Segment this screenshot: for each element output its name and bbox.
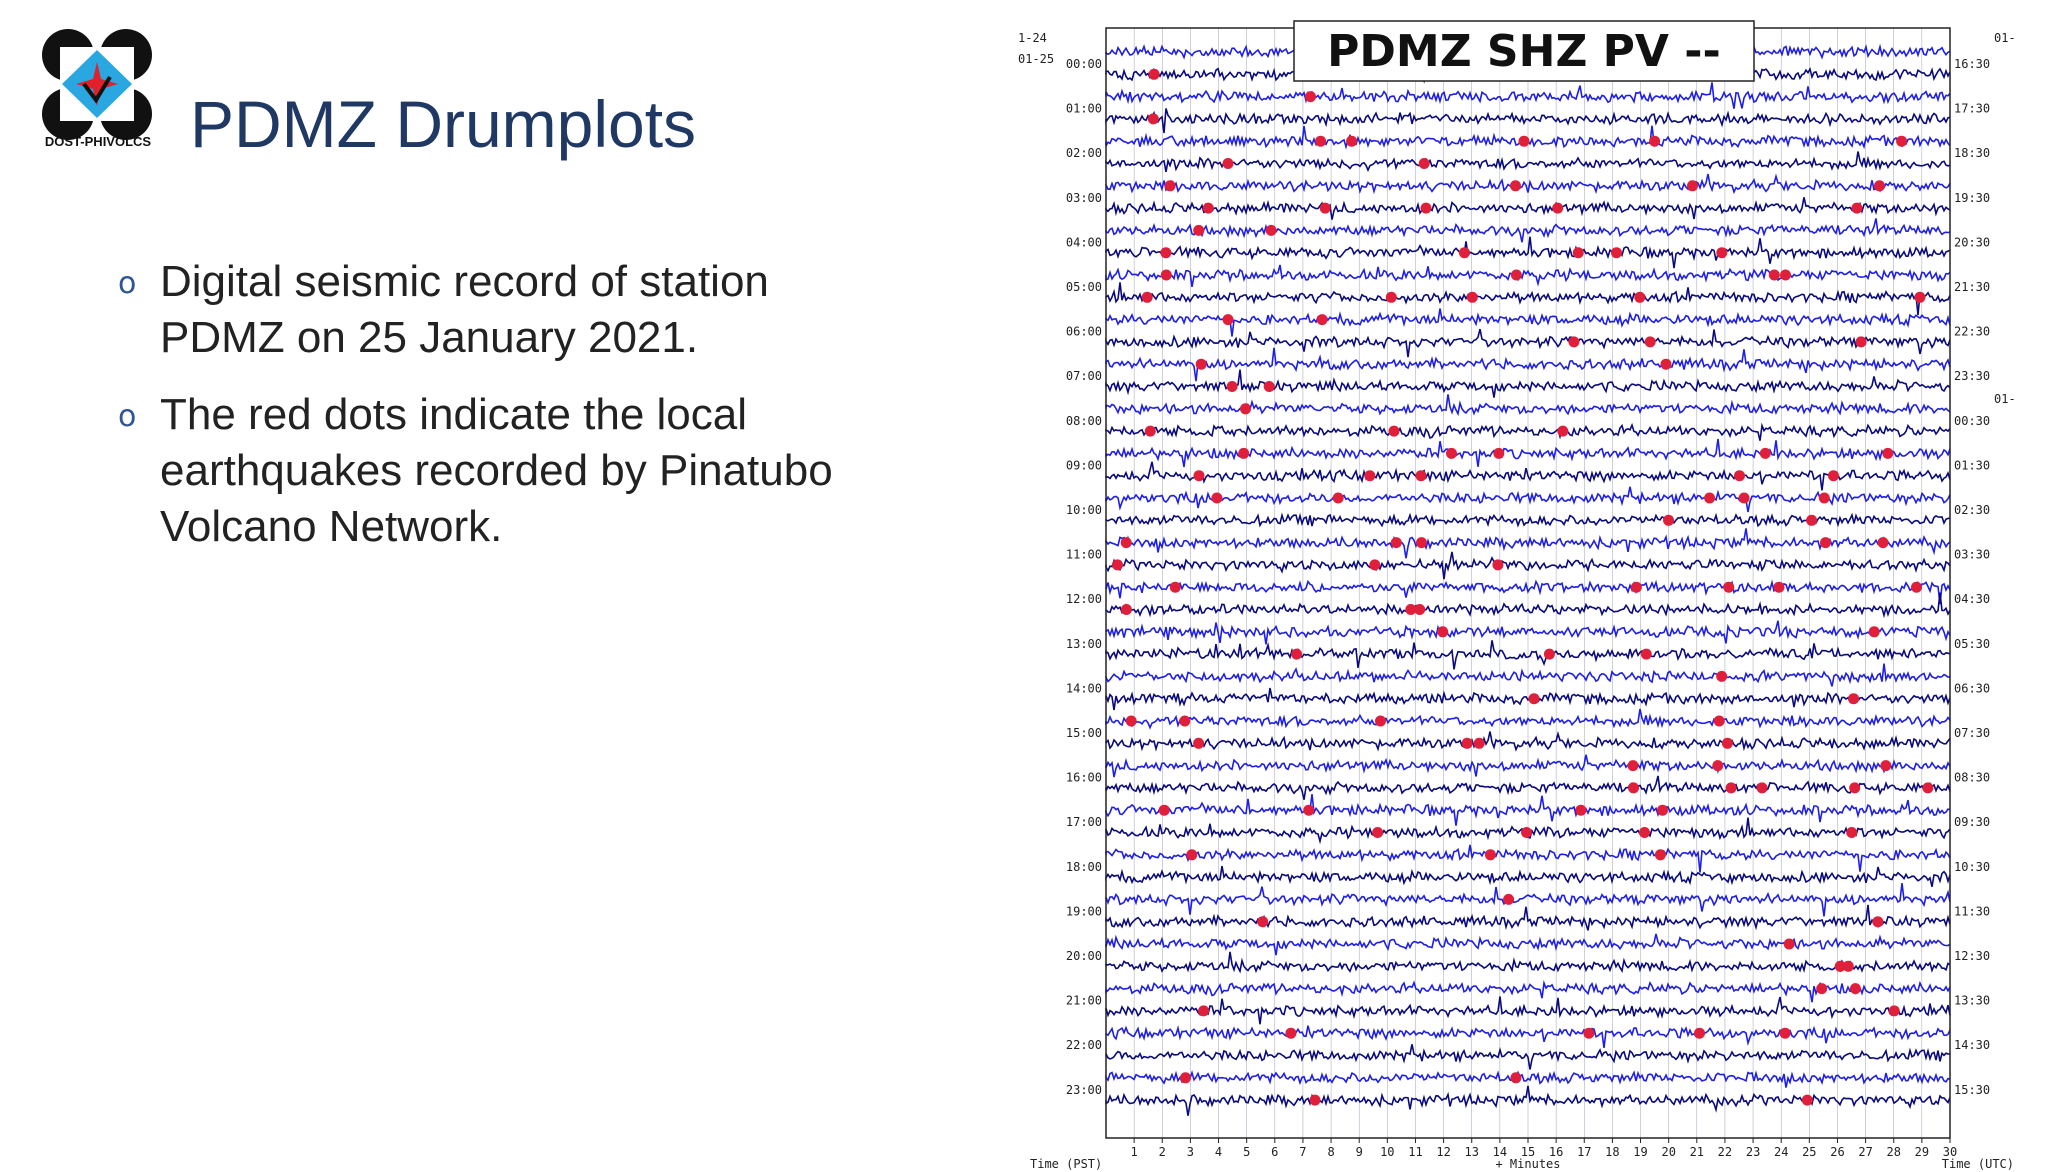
earthquake-event-dot — [1194, 470, 1205, 481]
minute-tick-label: 5 — [1243, 1145, 1251, 1159]
earthquake-event-dot — [1687, 180, 1698, 191]
minute-tick-label: 20 — [1661, 1145, 1676, 1159]
earthquake-event-dot — [1459, 247, 1470, 258]
earthquake-event-dot — [1416, 470, 1427, 481]
earthquake-event-dot — [1557, 426, 1568, 437]
right-time-label: 08:30 — [1954, 770, 1991, 785]
right-prev-date-label: 01- — [1994, 31, 2016, 45]
left-time-label: 17:00 — [1065, 815, 1102, 830]
earthquake-event-dot — [1784, 939, 1795, 950]
minute-tick-label: 25 — [1802, 1145, 1817, 1159]
earthquake-event-dot — [1723, 582, 1734, 593]
earthquake-event-dot — [1573, 247, 1584, 258]
earthquake-event-dot — [1544, 649, 1555, 660]
earthquake-event-dot — [1315, 136, 1326, 147]
earthquake-event-dot — [1611, 247, 1622, 258]
earthquake-event-dot — [1161, 270, 1172, 281]
minute-tick-label: 22 — [1717, 1145, 1733, 1159]
right-time-label: 23:30 — [1954, 369, 1991, 384]
earthquake-event-dot — [1760, 448, 1771, 459]
earthquake-event-dot — [1369, 559, 1380, 570]
earthquake-event-dot — [1889, 1005, 1900, 1016]
x-axis-left-label: Time (PST) — [1030, 1157, 1103, 1171]
right-time-label: 00:30 — [1954, 413, 1991, 428]
drumplot-title-box — [1294, 21, 1754, 81]
earthquake-event-dot — [1372, 827, 1383, 838]
earthquake-event-dot — [1264, 381, 1275, 392]
minute-tick-label: 4 — [1214, 1145, 1223, 1159]
earthquake-event-dot — [1419, 158, 1430, 169]
earthquake-event-dot — [1661, 359, 1672, 370]
earthquake-event-dot — [1726, 782, 1737, 793]
right-time-label: 09:30 — [1954, 815, 1991, 830]
earthquake-event-dot — [1121, 537, 1132, 548]
earthquake-event-dot — [1462, 738, 1473, 749]
earthquake-event-dot — [1391, 537, 1402, 548]
earthquake-event-dot — [1386, 292, 1397, 303]
earthquake-event-dot — [1846, 827, 1857, 838]
right-time-label: 04:30 — [1954, 592, 1991, 607]
right-time-label: 10:30 — [1954, 859, 1991, 874]
bullet-item — [118, 254, 898, 366]
minute-tick-label: 12 — [1436, 1145, 1451, 1159]
right-next-date-label: 01- — [1994, 392, 2016, 406]
minute-tick-label: 27 — [1858, 1145, 1873, 1159]
bullet-text: Digital seismic record of station PDMZ on 25 January 2021. — [160, 257, 769, 362]
minute-tick-label: 28 — [1886, 1145, 1901, 1159]
bullet-text: The red dots indicate the local earthquakes recorded by Pinatubo Volcano Network. — [160, 390, 833, 551]
prev-date-left-label: 1-24 — [1018, 31, 1047, 45]
left-time-label: 03:00 — [1065, 190, 1102, 205]
earthquake-event-dot — [1769, 270, 1780, 281]
right-time-label: 13:30 — [1954, 993, 1991, 1008]
left-time-label: 14:00 — [1065, 681, 1102, 696]
earthquake-event-dot — [1112, 559, 1123, 570]
earthquake-event-dot — [1193, 225, 1204, 236]
seismic-drumplot — [1010, 18, 2020, 1172]
minute-tick-label: 11 — [1408, 1145, 1423, 1159]
earthquake-event-dot — [1303, 805, 1314, 816]
minute-tick-label: 10 — [1380, 1145, 1395, 1159]
minute-tick-label: 9 — [1355, 1145, 1363, 1159]
right-time-label: 22:30 — [1954, 324, 1991, 339]
earthquake-event-dot — [1639, 827, 1650, 838]
left-time-label: 00:00 — [1065, 57, 1102, 71]
earthquake-event-dot — [1485, 849, 1496, 860]
earthquake-event-dot — [1835, 961, 1846, 972]
earthquake-event-dot — [1856, 336, 1867, 347]
x-axis-label: + Minutes — [1495, 1157, 1561, 1171]
earthquake-event-dot — [1159, 805, 1170, 816]
earthquake-event-dot — [1734, 470, 1745, 481]
earthquake-event-dot — [1634, 292, 1645, 303]
earthquake-event-dot — [1739, 493, 1750, 504]
right-time-label: 05:30 — [1954, 636, 1991, 651]
earthquake-event-dot — [1922, 782, 1933, 793]
earthquake-event-dot — [1320, 203, 1331, 214]
earthquake-event-dot — [1285, 1028, 1296, 1039]
earthquake-event-dot — [1180, 1072, 1191, 1083]
bullet-marker: o — [118, 399, 137, 434]
earthquake-event-dot — [1628, 782, 1639, 793]
right-time-label: 20:30 — [1954, 235, 1991, 250]
slide-title: PDMZ Drumplots — [190, 87, 697, 161]
left-time-label: 15:00 — [1065, 726, 1102, 740]
earthquake-event-dot — [1880, 760, 1891, 771]
right-time-label: 15:30 — [1954, 1082, 1991, 1097]
earthquake-event-dot — [1492, 559, 1503, 570]
right-time-label: 03:30 — [1954, 547, 1991, 562]
right-time-label: 17:30 — [1954, 101, 1991, 116]
right-time-label: 02:30 — [1954, 503, 1991, 517]
earthquake-event-dot — [1819, 493, 1830, 504]
earthquake-event-dot — [1165, 180, 1176, 191]
minute-tick-label: 14 — [1492, 1145, 1508, 1159]
right-time-label: 07:30 — [1954, 726, 1991, 740]
minute-tick-label: 13 — [1464, 1145, 1479, 1159]
earthquake-event-dot — [1896, 136, 1907, 147]
earthquake-event-dot — [1663, 515, 1674, 526]
right-time-label: 06:30 — [1954, 681, 1991, 696]
minute-tick-label: 1 — [1130, 1145, 1138, 1159]
logo-caption: DOST-PHIVOLCS — [44, 134, 152, 149]
earthquake-event-dot — [1780, 1028, 1791, 1039]
left-time-label: 22:00 — [1065, 1038, 1102, 1053]
minute-tick-label: 26 — [1830, 1145, 1845, 1159]
left-time-label: 12:00 — [1065, 592, 1102, 607]
earthquake-event-dot — [1631, 582, 1642, 593]
minute-tick-label: 30 — [1942, 1145, 1958, 1159]
minute-tick-label: 8 — [1327, 1145, 1335, 1159]
bullet-item — [118, 387, 898, 555]
earthquake-event-dot — [1503, 894, 1514, 905]
left-time-label: 05:00 — [1065, 280, 1102, 294]
earthquake-event-dot — [1914, 292, 1925, 303]
earthquake-event-dot — [1405, 604, 1416, 615]
earthquake-event-dot — [1375, 716, 1386, 727]
earthquake-event-dot — [1882, 448, 1893, 459]
minute-tick-label: 21 — [1689, 1145, 1705, 1159]
earthquake-event-dot — [1850, 983, 1861, 994]
earthquake-event-dot — [1874, 180, 1885, 191]
earthquake-event-dot — [1227, 381, 1238, 392]
earthquake-event-dot — [1170, 582, 1181, 593]
left-time-label: 16:00 — [1065, 770, 1102, 785]
left-time-label: 20:00 — [1065, 949, 1102, 963]
right-time-label: 12:30 — [1954, 949, 1991, 963]
earthquake-event-dot — [1641, 649, 1652, 660]
earthquake-event-dot — [1389, 426, 1400, 437]
earthquake-event-dot — [1305, 91, 1316, 102]
left-time-label: 04:00 — [1065, 235, 1102, 250]
minute-tick-label: 23 — [1745, 1145, 1761, 1159]
earthquake-event-dot — [1851, 203, 1862, 214]
earthquake-event-dot — [1704, 493, 1715, 504]
dost-phivolcs-logo — [38, 22, 158, 152]
earthquake-event-dot — [1317, 314, 1328, 325]
earthquake-event-dot — [1828, 470, 1839, 481]
earthquake-event-dot — [1716, 671, 1727, 682]
earthquake-event-dot — [1552, 203, 1563, 214]
earthquake-event-dot — [1346, 136, 1357, 147]
left-time-label: 19:00 — [1065, 904, 1102, 919]
left-time-label: 18:00 — [1065, 859, 1102, 874]
earthquake-event-dot — [1628, 760, 1639, 771]
left-time-label: 23:00 — [1065, 1082, 1102, 1097]
earthquake-event-dot — [1849, 782, 1860, 793]
earthquake-event-dot — [1510, 180, 1521, 191]
right-time-label: 16:30 — [1954, 57, 1991, 71]
earthquake-event-dot — [1911, 582, 1922, 593]
earthquake-event-dot — [1529, 693, 1540, 704]
right-time-label: 19:30 — [1954, 190, 1991, 205]
earthquake-event-dot — [1437, 626, 1448, 637]
minute-tick-label: 16 — [1548, 1145, 1564, 1159]
earthquake-event-dot — [1291, 649, 1302, 660]
earthquake-event-dot — [1310, 1095, 1321, 1106]
earthquake-event-dot — [1211, 493, 1222, 504]
earthquake-event-dot — [1257, 916, 1268, 927]
earthquake-event-dot — [1223, 158, 1234, 169]
right-time-label: 18:30 — [1954, 146, 1991, 161]
earthquake-event-dot — [1848, 693, 1859, 704]
left-time-label: 01:00 — [1065, 101, 1102, 116]
left-time-label: 11:00 — [1065, 547, 1102, 562]
earthquake-event-dot — [1511, 270, 1522, 281]
minute-tick-label: 7 — [1299, 1145, 1307, 1159]
earthquake-event-dot — [1238, 448, 1249, 459]
earthquake-event-dot — [1694, 1028, 1705, 1039]
earthquake-event-dot — [1655, 849, 1666, 860]
earthquake-event-dot — [1149, 69, 1160, 80]
left-time-label: 02:00 — [1065, 146, 1102, 161]
left-time-label: 06:00 — [1065, 324, 1102, 339]
earthquake-event-dot — [1333, 493, 1344, 504]
earthquake-event-dot — [1712, 760, 1723, 771]
earthquake-event-dot — [1780, 270, 1791, 281]
right-time-label: 11:30 — [1954, 904, 1991, 919]
earthquake-event-dot — [1196, 359, 1207, 370]
earthquake-event-dot — [1467, 292, 1478, 303]
x-axis-right-label: Time (UTC) — [1941, 1157, 2014, 1171]
earthquake-event-dot — [1568, 336, 1579, 347]
earthquake-event-dot — [1519, 136, 1530, 147]
minute-tick-label: 19 — [1633, 1145, 1648, 1159]
earthquake-event-dot — [1364, 470, 1375, 481]
minute-tick-label: 3 — [1186, 1145, 1195, 1159]
earthquake-event-dot — [1179, 716, 1190, 727]
minute-tick-label: 18 — [1605, 1145, 1620, 1159]
earthquake-event-dot — [1649, 136, 1660, 147]
earthquake-event-dot — [1521, 827, 1532, 838]
earthquake-event-dot — [1240, 403, 1251, 414]
earthquake-event-dot — [1121, 604, 1132, 615]
earthquake-event-dot — [1714, 716, 1725, 727]
earthquake-event-dot — [1806, 515, 1817, 526]
earthquake-event-dot — [1757, 782, 1768, 793]
left-time-label: 10:00 — [1065, 503, 1102, 517]
minute-tick-label: 29 — [1914, 1145, 1930, 1159]
earthquake-event-dot — [1878, 537, 1889, 548]
right-time-label: 14:30 — [1954, 1038, 1991, 1053]
left-time-label: 08:00 — [1065, 413, 1102, 428]
earthquake-event-dot — [1510, 1072, 1521, 1083]
earthquake-event-dot — [1869, 626, 1880, 637]
minute-tick-label: 15 — [1520, 1145, 1536, 1159]
earthquake-event-dot — [1446, 448, 1457, 459]
earthquake-event-dot — [1657, 805, 1668, 816]
earthquake-event-dot — [1872, 916, 1883, 927]
earthquake-event-dot — [1142, 292, 1153, 303]
earthquake-event-dot — [1493, 448, 1504, 459]
earthquake-event-dot — [1148, 113, 1159, 124]
earthquake-event-dot — [1474, 738, 1485, 749]
earthquake-event-dot — [1820, 537, 1831, 548]
minute-tick-label: 2 — [1158, 1145, 1166, 1159]
earthquake-event-dot — [1816, 983, 1827, 994]
earthquake-event-dot — [1416, 537, 1427, 548]
earthquake-event-dot — [1716, 247, 1727, 258]
right-time-label: 01:30 — [1954, 458, 1991, 473]
earthquake-event-dot — [1223, 314, 1234, 325]
earthquake-event-dot — [1126, 716, 1137, 727]
earthquake-event-dot — [1645, 336, 1656, 347]
date-left-label: 01-25 — [1018, 52, 1055, 66]
left-time-label: 13:00 — [1065, 636, 1102, 651]
earthquake-event-dot — [1145, 426, 1156, 437]
left-time-label: 09:00 — [1065, 458, 1102, 473]
bullet-marker: o — [118, 266, 137, 301]
minute-tick-label: 24 — [1773, 1145, 1789, 1159]
earthquake-event-dot — [1198, 1005, 1209, 1016]
earthquake-event-dot — [1203, 203, 1214, 214]
minute-tick-label: 17 — [1577, 1145, 1592, 1159]
left-time-label: 21:00 — [1065, 993, 1102, 1008]
earthquake-event-dot — [1774, 582, 1785, 593]
right-time-label: 21:30 — [1954, 280, 1991, 294]
earthquake-event-dot — [1186, 849, 1197, 860]
earthquake-event-dot — [1193, 738, 1204, 749]
earthquake-event-dot — [1266, 225, 1277, 236]
minute-tick-label: 6 — [1271, 1145, 1279, 1159]
earthquake-event-dot — [1421, 203, 1432, 214]
earthquake-event-dot — [1575, 805, 1586, 816]
left-time-label: 07:00 — [1065, 369, 1102, 384]
earthquake-event-dot — [1722, 738, 1733, 749]
drumplot-title: PDMZ SHZ PV -- — [1327, 26, 1721, 77]
earthquake-event-dot — [1802, 1095, 1813, 1106]
earthquake-event-dot — [1583, 1028, 1594, 1039]
earthquake-event-dot — [1160, 247, 1171, 258]
